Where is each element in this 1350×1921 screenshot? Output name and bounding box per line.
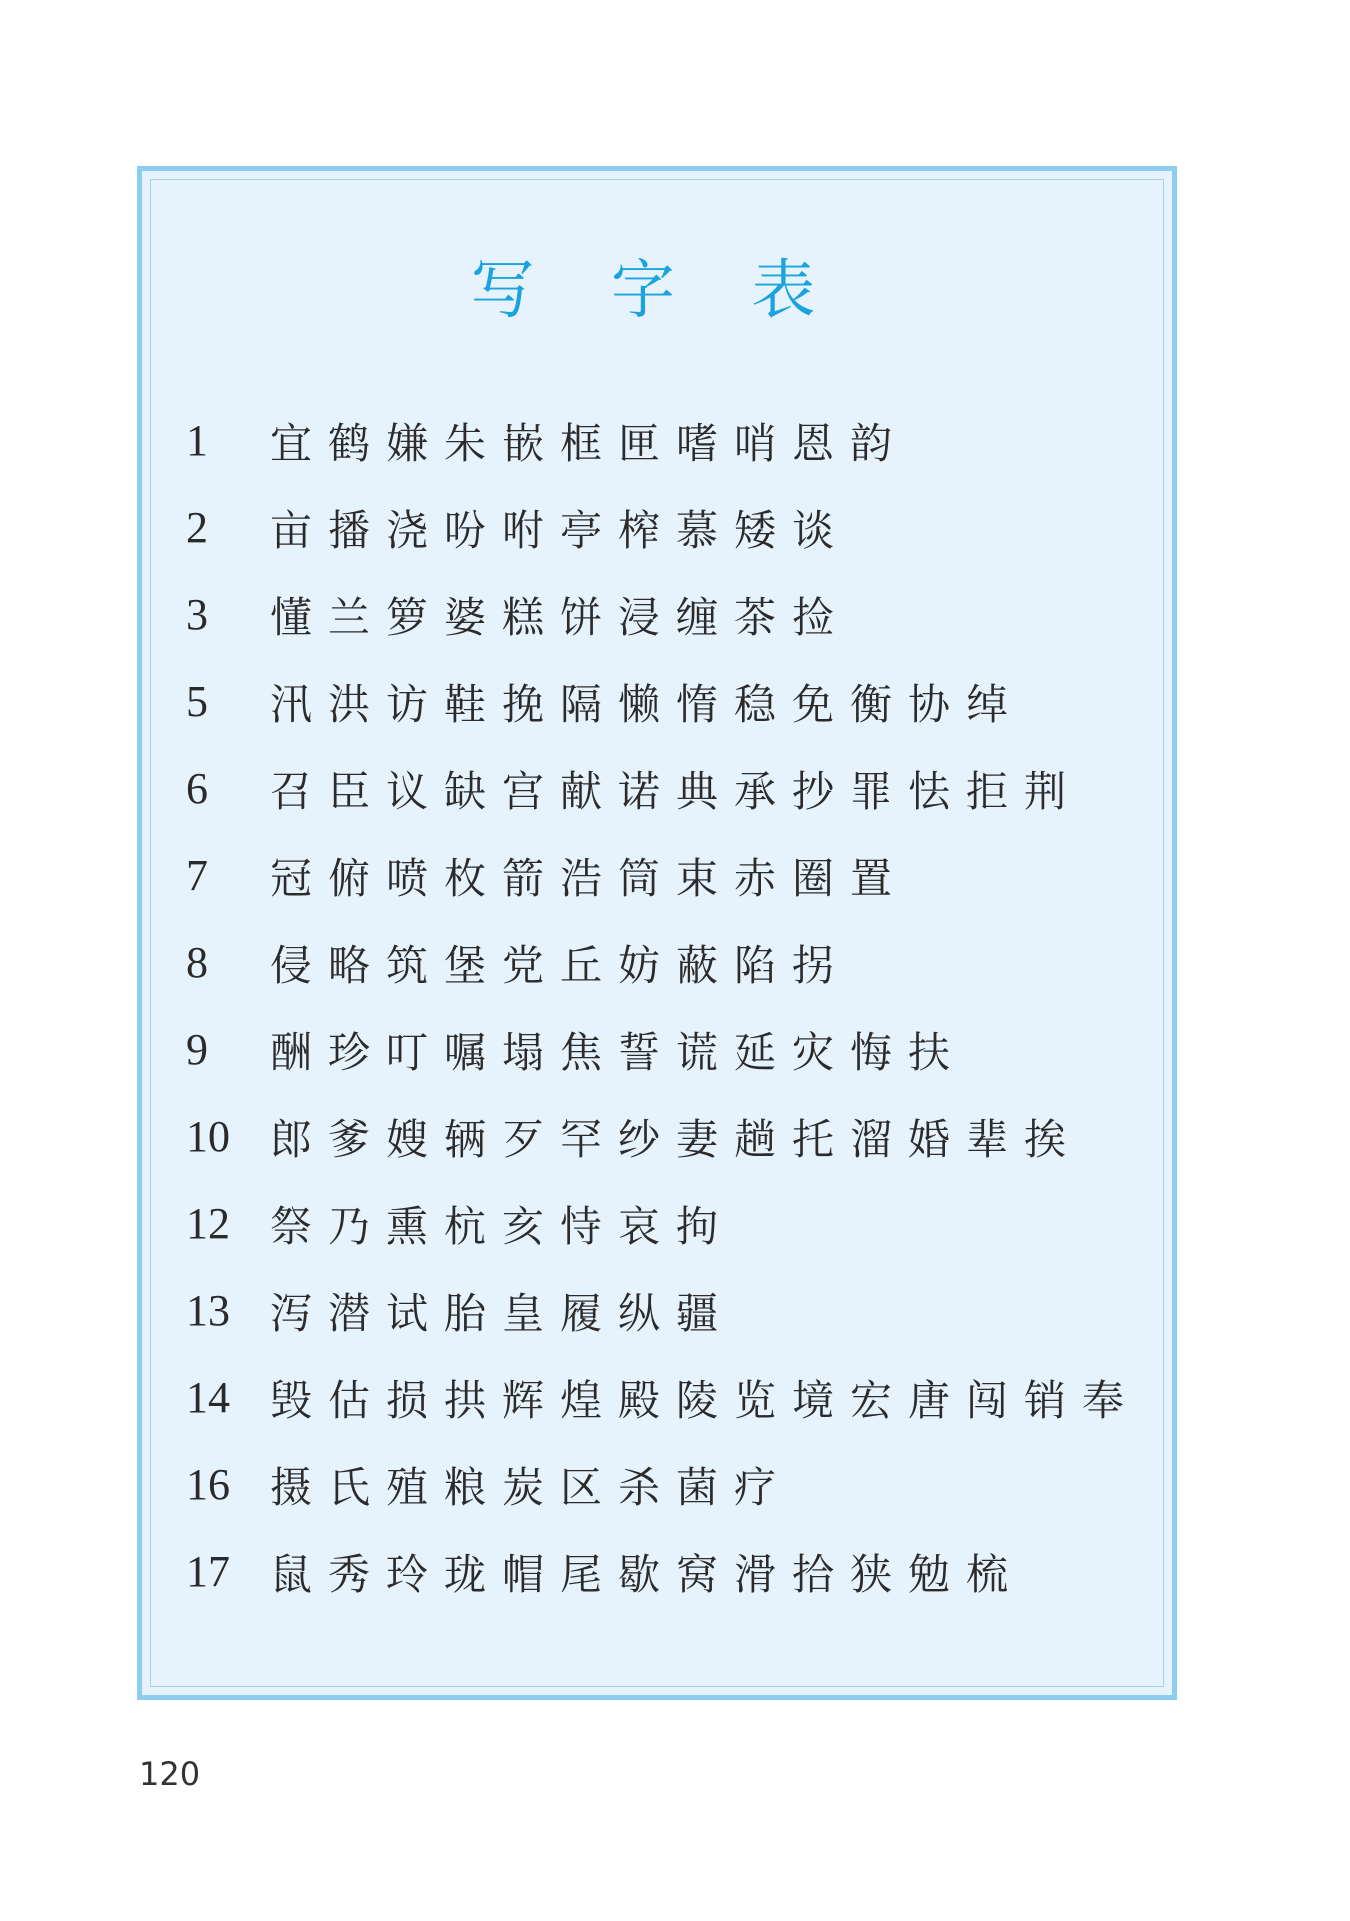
lesson-number: 14 [186,1373,230,1422]
list-item [180,658,1140,745]
lesson-characters: 泻潜试胎皇履纵疆 [270,1288,735,1338]
lesson-number: 2 [186,503,208,552]
lesson-number: 13 [186,1286,230,1335]
lesson-number: 7 [186,851,208,900]
list-item [180,1354,1140,1441]
page-number: 120 [139,1755,201,1793]
lesson-number: 12 [186,1199,230,1248]
lesson-characters: 召臣议缺宫献诺典承抄罪怯拒荆 [270,766,1083,816]
list-item [180,1180,1140,1267]
lesson-characters: 亩播浇吩咐亭榨慕矮谈 [270,505,851,555]
page-title: 写 字 表 [470,254,844,328]
list-item [180,484,1140,571]
vocabulary-panel [137,166,1177,1700]
lesson-number: 10 [186,1112,230,1161]
lesson-characters: 侵略筑堡党丘妨蔽陷拐 [270,940,851,990]
list-item [180,832,1140,919]
lesson-characters: 宜鹤嫌朱嵌框匣嗜哨恩韵 [270,418,909,468]
list-item [180,397,1140,484]
list-item [180,1267,1140,1354]
lesson-number: 9 [186,1025,208,1074]
lesson-characters: 懂兰箩婆糕饼浸缠茶捡 [270,592,851,642]
lesson-characters: 祭乃熏杭亥恃哀拘 [270,1201,735,1251]
lesson-number: 1 [186,416,208,465]
list-item [180,1441,1140,1528]
lesson-characters: 郎爹嫂辆歹罕纱妻趟托溜婚辈挨 [270,1114,1083,1164]
list-item [180,571,1140,658]
lesson-characters: 酬珍叮嘱塌焦誓谎延灾悔扶 [270,1027,967,1077]
lesson-number: 3 [186,590,208,639]
lesson-characters: 冠俯喷枚箭浩筒束赤圈置 [270,853,909,903]
lesson-characters: 汛洪访鞋挽隔懒惰稳免衡协绰 [270,679,1025,729]
list-item [180,745,1140,832]
lesson-number: 16 [186,1460,230,1509]
lesson-number: 8 [186,938,208,987]
list-item [180,1006,1140,1093]
list-item [180,1093,1140,1180]
lesson-characters: 毁估损拱辉煌殿陵览境宏唐闯销奉 [270,1375,1141,1425]
lesson-number: 6 [186,764,208,813]
lesson-characters: 摄氏殖粮炭区杀菌疗 [270,1462,793,1512]
lesson-number: 17 [186,1547,230,1596]
list-item [180,1528,1140,1615]
lesson-characters: 鼠秀玲珑帽尾歇窝滑拾狭勉梳 [270,1549,1025,1599]
list-item [180,919,1140,1006]
character-list [180,397,1140,1615]
lesson-number: 5 [186,677,208,726]
